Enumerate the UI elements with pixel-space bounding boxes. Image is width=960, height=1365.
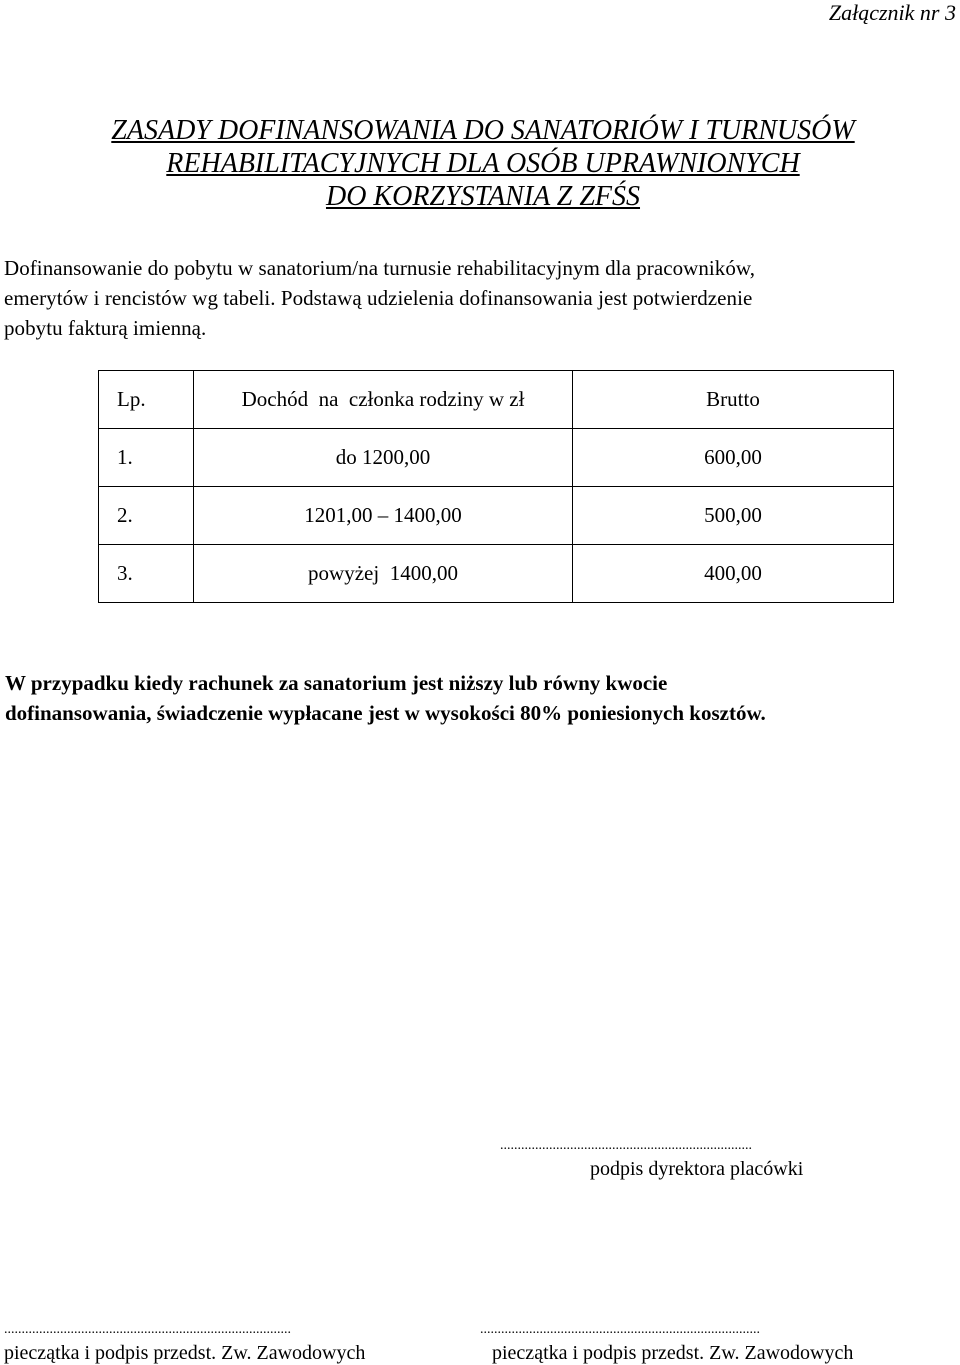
row-income: do 1200,00 bbox=[194, 429, 573, 487]
row-lp: 2. bbox=[99, 487, 194, 545]
annex-label: Załącznik nr 3 bbox=[828, 0, 956, 25]
union-right-signature-line: ................................................................................ bbox=[480, 1322, 760, 1337]
intro-line-2: emerytów i rencistów wg tabeli. Podstawą udzielenia dofinansowania jest potwierdzenie bbox=[4, 286, 753, 310]
union-left-signature-line: .................................................................................. bbox=[4, 1322, 291, 1337]
intro-line-1: Dofinansowanie do pobytu w sanatorium/na turnusie rehabilitacyjnym dla pracowników, bbox=[4, 256, 756, 280]
row-income: powyżej 1400,00 bbox=[194, 545, 573, 603]
director-signature-line: ........................................................................ bbox=[500, 1138, 752, 1153]
row-gross: 600,00 bbox=[573, 429, 894, 487]
union-right-signature-label: pieczątka i podpis przedst. Zw. Zawodowych bbox=[492, 1342, 854, 1364]
header-lp: Lp. bbox=[99, 371, 194, 429]
row-income: 1201,00 – 1400,00 bbox=[194, 487, 573, 545]
director-signature-label: podpis dyrektora placówki bbox=[590, 1158, 804, 1180]
note-line-2: dofinansowania, świadczenie wypłacane jest w wysokości 80% poniesionych kosztów. bbox=[5, 701, 766, 725]
table-header-row bbox=[99, 371, 894, 429]
intro-line-3: pobytu fakturą imienną. bbox=[4, 316, 207, 340]
row-gross: 400,00 bbox=[573, 545, 894, 603]
row-lp: 3. bbox=[99, 545, 194, 603]
director-signature-block bbox=[500, 1138, 920, 1181]
header-gross: Brutto bbox=[573, 371, 894, 429]
header-income: Dochód na członka rodziny w zł bbox=[194, 371, 573, 429]
title-line-2: REHABILITACYJNYCH DLA OSÓB UPRAWNIONYCH bbox=[166, 148, 800, 179]
table-row bbox=[99, 429, 894, 487]
note-line-1: W przypadku kiedy rachunek za sanatorium jest niższy lub równy kwocie bbox=[5, 671, 668, 695]
union-left-signature-block bbox=[4, 1322, 424, 1365]
union-left-signature-label: pieczątka i podpis przedst. Zw. Zawodowych bbox=[4, 1342, 366, 1364]
table-row bbox=[99, 545, 894, 603]
row-gross: 500,00 bbox=[573, 487, 894, 545]
table-row bbox=[99, 487, 894, 545]
row-lp: 1. bbox=[99, 429, 194, 487]
subsidy-table bbox=[98, 370, 894, 603]
title-line-1: ZASADY DOFINANSOWANIA DO SANATORIÓW I TURNUSÓW bbox=[111, 115, 855, 146]
union-right-signature-block bbox=[480, 1322, 900, 1365]
title-line-3: DO KORZYSTANIA Z ZFŚS bbox=[325, 181, 641, 212]
